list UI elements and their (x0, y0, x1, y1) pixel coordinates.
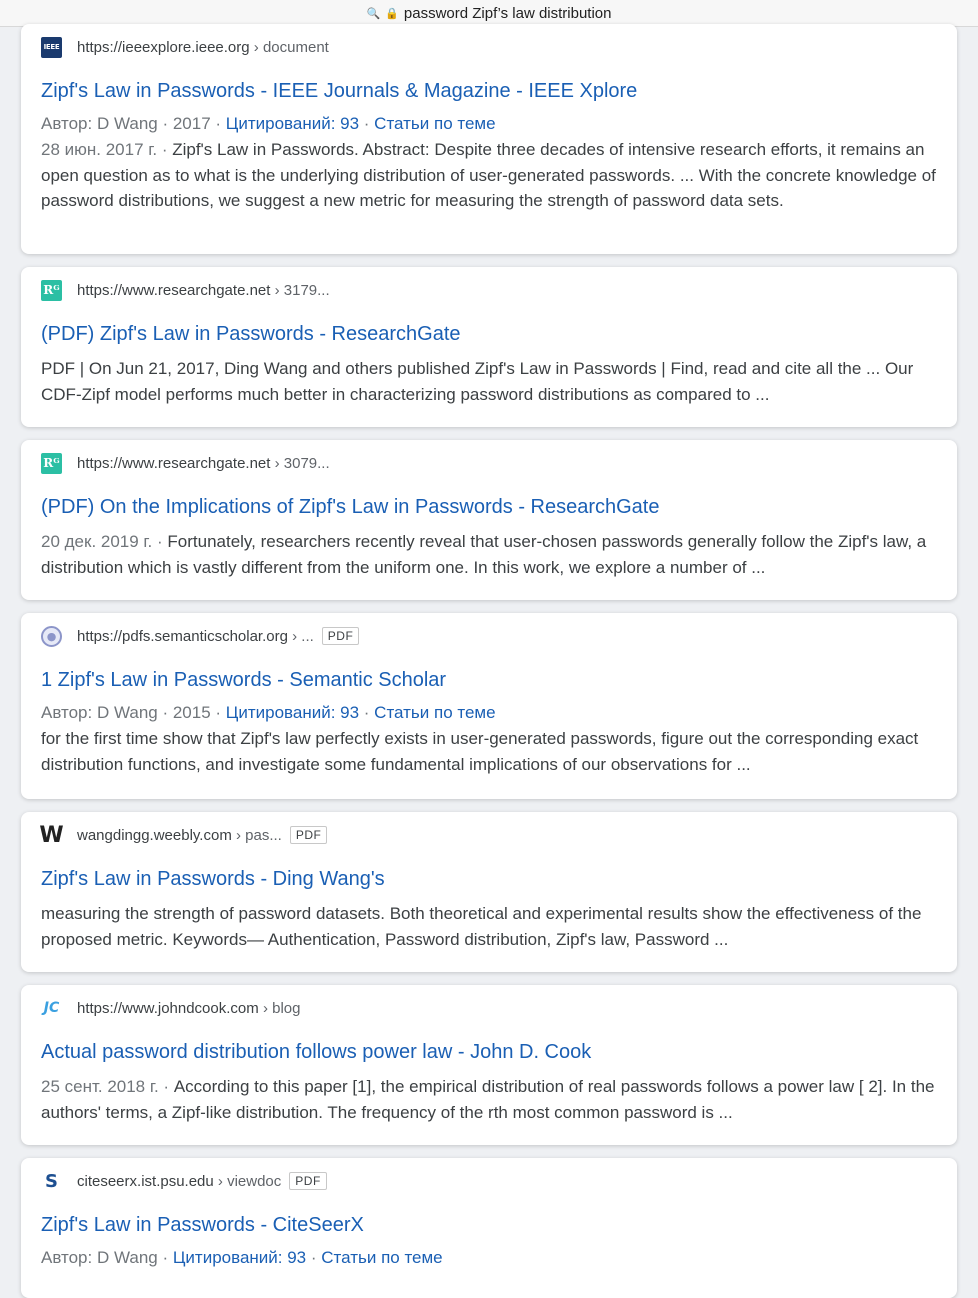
researchgate-logo-icon: Rᴳ (41, 280, 62, 301)
result-snippet (41, 529, 937, 580)
result-path: › 3079... (274, 454, 330, 472)
meta-separator: · (306, 1248, 322, 1267)
search-result (21, 1158, 957, 1298)
result-date: 28 июн. 2017 г. · (41, 140, 173, 159)
researchgate-logo-icon: Rᴳ (41, 453, 62, 474)
result-source[interactable] (41, 451, 937, 475)
result-snippet-text: Fortunately, researchers recently reveal that user-chosen passwords generally follow the Zipf's law, a distribution which is vastly different from the uniform one. In this work, we explore a number of ... (41, 532, 927, 577)
result-path: › document (253, 38, 329, 56)
meta-separator: · (359, 703, 375, 722)
result-author: Автор: D Wang · 2015 · (41, 703, 226, 722)
result-site: https://pdfs.semanticscholar.org (77, 627, 288, 645)
ieee-logo-icon: IEEE (41, 37, 62, 58)
related-articles-link[interactable]: Статьи по теме (374, 114, 496, 133)
result-path: › blog (262, 999, 301, 1017)
result-source[interactable] (41, 35, 937, 59)
johndcook-logo-icon: JC (43, 1000, 60, 1016)
result-title-link[interactable]: 1 Zipf's Law in Passwords - Semantic Scholar (41, 669, 447, 691)
search-result (21, 24, 957, 254)
related-articles-link[interactable]: Статьи по теме (374, 703, 496, 722)
result-snippet (41, 1074, 937, 1125)
lock-icon: 🔒 (385, 7, 399, 20)
result-date: 20 дек. 2019 г. · (41, 532, 168, 551)
result-site: https://www.researchgate.net (77, 454, 271, 472)
result-site: https://www.johndcook.com (77, 999, 259, 1017)
result-path: › 3179... (274, 281, 330, 299)
citeseerx-logo-icon: S (45, 1170, 58, 1192)
result-site: citeseerx.ist.psu.edu (77, 1172, 214, 1190)
result-meta (41, 1246, 937, 1270)
result-title-link[interactable]: Actual password distribution follows power law - John D. Cook (41, 1041, 592, 1063)
result-source[interactable] (41, 823, 937, 847)
result-snippet-text: Zipf's Law in Passwords. Abstract: Despite three decades of intensive research efforts, it remains an open question as to what is the underlying distribution of user-generated passwords. ... With the concrete knowledge of password distributions, we suggest a new metric for measuring the strength of password data sets. (41, 140, 936, 210)
pdf-badge: PDF (290, 826, 328, 844)
cited-by-link[interactable]: Цитирований: 93 (225, 114, 360, 133)
result-snippet: PDF | On Jun 21, 2017, Ding Wang and others published Zipf's Law in Passwords | Find, read and cite all the ... Our CDF-Zipf model performs much better in characterizing password distributions as compared to ... (41, 359, 914, 404)
search-result (21, 267, 957, 427)
search-result (21, 613, 957, 799)
address-bar[interactable] (0, 0, 978, 27)
result-meta (41, 701, 937, 725)
result-date: 25 сент. 2018 г. · (41, 1077, 174, 1096)
result-site: https://ieeexplore.ieee.org (77, 38, 250, 56)
pdf-badge: PDF (322, 627, 360, 645)
search-result (21, 440, 957, 600)
result-snippet: measuring the strength of password datasets. Both theoretical and experimental results show the effectiveness of the proposed metric. Keywords— Authentication, Password distribution, Zipf's law, Password ... (41, 904, 922, 949)
result-title-link[interactable]: Zipf's Law in Passwords - Ding Wang's (41, 868, 385, 890)
result-source[interactable] (41, 624, 937, 648)
pdf-badge: PDF (289, 1172, 327, 1190)
result-site: https://www.researchgate.net (77, 281, 271, 299)
search-result (21, 985, 957, 1145)
result-snippet: for the first time show that Zipf's law perfectly exists in user-generated passwords, figure out the corresponding exact distribution functions, and investigate some fundamental implications of our observations for ... (41, 729, 919, 774)
meta-separator: · (359, 114, 375, 133)
result-snippet (41, 137, 937, 214)
cited-by-link[interactable]: Цитирований: 93 (172, 1248, 307, 1267)
result-path: › pas... (235, 826, 282, 844)
result-title-link[interactable]: (PDF) Zipf's Law in Passwords - ResearchGate (41, 323, 461, 345)
weebly-logo-icon: W (39, 822, 64, 848)
result-title-link[interactable]: (PDF) On the Implications of Zipf's Law in Passwords - ResearchGate (41, 496, 660, 518)
result-site: wangdingg.weebly.com (77, 826, 232, 844)
result-title-link[interactable]: Zipf's Law in Passwords - IEEE Journals & Magazine - IEEE Xplore (41, 80, 638, 102)
result-source[interactable] (41, 996, 937, 1020)
result-snippet-text: According to this paper [1], the empirical distribution of real passwords follows a power law [ 2]. In the authors' terms, a Zipf-like distribution. The frequency of the rth most common password is ... (41, 1077, 935, 1122)
result-author: Автор: D Wang · 2017 · (41, 114, 226, 133)
result-source[interactable] (41, 278, 937, 302)
search-icon: 🔍 (366, 7, 381, 20)
result-author: Автор: D Wang · (41, 1248, 173, 1267)
result-title-link[interactable]: Zipf's Law in Passwords - CiteSeerX (41, 1214, 364, 1236)
address-bar-text: password Zipf’s law distribution (403, 4, 612, 22)
search-result (21, 812, 957, 972)
result-path: › viewdoc (217, 1172, 282, 1190)
result-path: › ... (292, 627, 314, 645)
result-source[interactable] (41, 1169, 937, 1193)
related-articles-link[interactable]: Статьи по теме (321, 1248, 443, 1267)
result-meta (41, 112, 937, 136)
cited-by-link[interactable]: Цитирований: 93 (225, 703, 360, 722)
globe-icon: ● (41, 626, 62, 647)
